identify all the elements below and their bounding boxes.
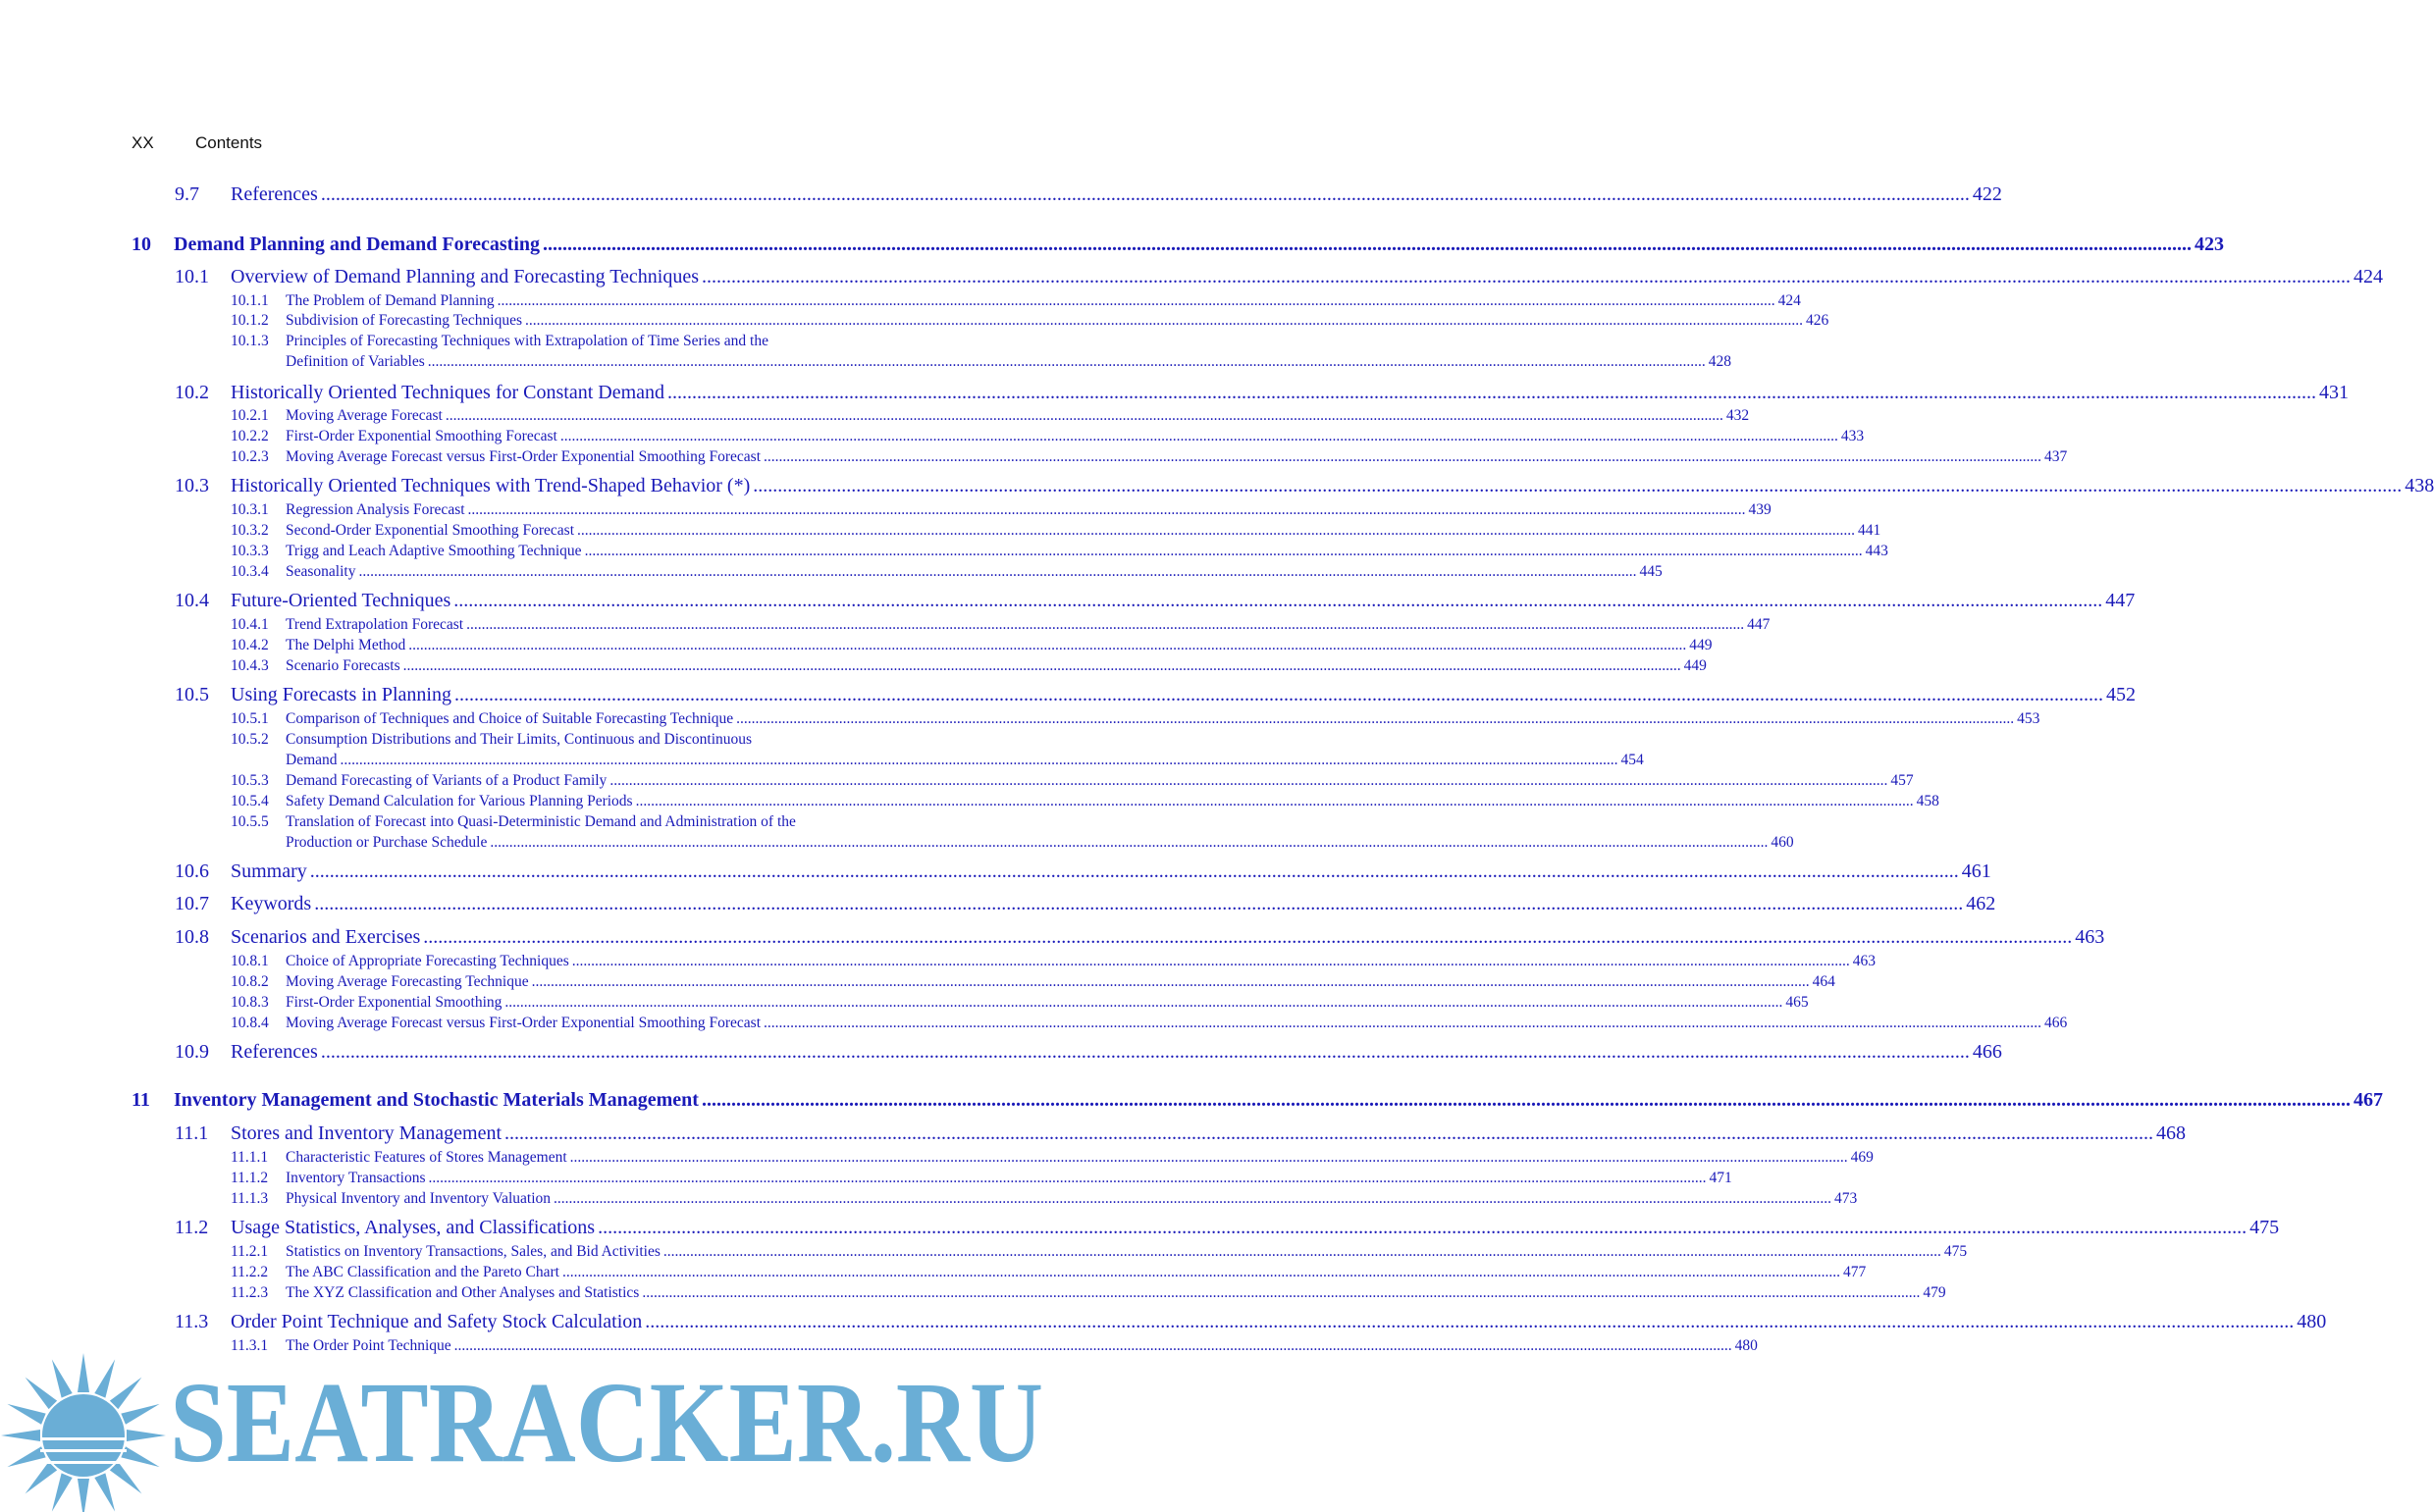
toc-subsection-entry[interactable]: 10.2.2 First-Order Exponential Smoothing Forecast ..... 433 bbox=[231, 428, 926, 445]
toc-section-entry[interactable]: 11.1 Stores and Inventory Management ..... 468 bbox=[175, 1122, 926, 1145]
toc-subsection-entry[interactable]: 10.1.1 The Problem of Demand Planning ..... 424 bbox=[231, 292, 926, 310]
toc-subsection-entry[interactable]: 10.2.1 Moving Average Forecast ..... 432 bbox=[231, 407, 926, 425]
toc-section-entry[interactable]: 10.8 Scenarios and Exercises ..... 463 bbox=[175, 926, 926, 949]
page-number: XX bbox=[132, 133, 154, 152]
toc-section-entry[interactable]: 10.9 References ..... 466 bbox=[175, 1041, 926, 1064]
toc-subsection-entry[interactable]: 10.8.4 Moving Average Forecast versus First-Order Exponential Smoothing Forecast ..... 466 bbox=[231, 1015, 926, 1032]
toc-section-entry[interactable]: 10.2 Historically Oriented Techniques for Constant Demand ..... 431 bbox=[175, 382, 926, 404]
toc-subsection-entry[interactable]: 10.5.3 Demand Forecasting of Variants of a Product Family ..... 457 bbox=[231, 772, 926, 790]
toc-subsection-entry[interactable]: 10.1.3 Principles of Forecasting Techniques with Extrapolation of Time Series and the bbox=[231, 333, 768, 349]
toc-section-entry[interactable]: 9.7 References ..... 422 bbox=[175, 183, 926, 206]
toc-subsection-entry[interactable]: 10.8.3 First-Order Exponential Smoothing ..... 465 bbox=[231, 994, 926, 1012]
toc-section-entry[interactable]: 11.3 Order Point Technique and Safety Stock Calculation ..... 480 bbox=[175, 1311, 926, 1333]
toc-subsection-entry[interactable]: 10.4.3 Scenario Forecasts ..... 449 bbox=[231, 657, 926, 675]
toc-subsection-entry[interactable]: 11.3.1 The Order Point Technique ..... 480 bbox=[231, 1337, 926, 1355]
toc-subsection-entry[interactable]: 11.1.1 Characteristic Features of Stores Management ..... 469 bbox=[231, 1149, 926, 1167]
toc-section-entry[interactable]: 10.3 Historically Oriented Techniques with Trend-Shaped Behavior (*) ..... 438 bbox=[175, 475, 926, 497]
toc-chapter-entry[interactable]: 10 Demand Planning and Demand Forecasting ..... 423 bbox=[132, 234, 926, 256]
toc-subsection-entry[interactable]: 10.1.2 Subdivision of Forecasting Techniques ..... 426 bbox=[231, 312, 926, 330]
toc-subsection-entry[interactable]: 11.2.3 The XYZ Classification and Other Analyses and Statistics ..... 479 bbox=[231, 1284, 926, 1302]
toc-chapter-entry[interactable]: 11 Inventory Management and Stochastic Materials Management ..... 467 bbox=[132, 1089, 926, 1112]
toc-subsection-entry[interactable]: 10.3.2 Second-Order Exponential Smoothing Forecast ..... 441 bbox=[231, 522, 926, 540]
toc-subsection-entry[interactable]: 10.5.1 Comparison of Techniques and Choice of Suitable Forecasting Technique ..... 453 bbox=[231, 710, 926, 728]
toc-subsection-entry[interactable]: 10.8.2 Moving Average Forecasting Technique ..... 464 bbox=[231, 973, 926, 991]
toc-subsection-entry[interactable]: 10.2.3 Moving Average Forecast versus First-Order Exponential Smoothing Forecast ..... 437 bbox=[231, 448, 926, 466]
toc-subsection-entry[interactable]: 10.4.2 The Delphi Method ..... 449 bbox=[231, 637, 926, 654]
running-title: Contents bbox=[195, 133, 263, 152]
toc-subsection-entry[interactable]: 10.3.1 Regression Analysis Forecast ..... 439 bbox=[231, 501, 926, 519]
toc-subsection-entry[interactable]: 11.1.2 Inventory Transactions ..... 471 bbox=[231, 1170, 926, 1187]
toc-subsection-entry[interactable]: 11.1.3 Physical Inventory and Inventory Valuation ..... 473 bbox=[231, 1190, 926, 1208]
toc-subsection-entry[interactable]: 10.5.5 Translation of Forecast into Quasi-Deterministic Demand and Administration of the bbox=[231, 813, 796, 830]
toc-subsection-continuation[interactable]: Demand ..... 454 bbox=[286, 752, 926, 769]
sun-logo-icon bbox=[1, 1353, 166, 1512]
sun-disc bbox=[42, 1394, 125, 1477]
toc-subsection-entry[interactable]: 10.5.2 Consumption Distributions and Their Limits, Continuous and Discontinuous bbox=[231, 731, 753, 748]
toc-section-entry[interactable]: 10.7 Keywords ..... 462 bbox=[175, 893, 926, 915]
toc-subsection-entry[interactable]: 11.2.2 The ABC Classification and the Pareto Chart ..... 477 bbox=[231, 1264, 926, 1281]
toc-subsection-continuation[interactable]: Production or Purchase Schedule ..... 460 bbox=[286, 834, 926, 852]
toc-section-entry[interactable]: 10.1 Overview of Demand Planning and Forecasting Techniques ..... 424 bbox=[175, 266, 926, 288]
toc-subsection-entry[interactable]: 10.4.1 Trend Extrapolation Forecast ..... 447 bbox=[231, 616, 926, 634]
toc-section-entry[interactable]: 10.4 Future-Oriented Techniques ..... 447 bbox=[175, 590, 926, 612]
toc-section-entry[interactable]: 11.2 Usage Statistics, Analyses, and Classifications ..... 475 bbox=[175, 1217, 926, 1239]
toc-section-entry[interactable]: 10.6 Summary ..... 461 bbox=[175, 860, 926, 883]
watermark bbox=[0, 1359, 1060, 1512]
toc-subsection-entry[interactable]: 10.8.1 Choice of Appropriate Forecasting Techniques ..... 463 bbox=[231, 953, 926, 970]
toc-subsection-entry[interactable]: 11.2.1 Statistics on Inventory Transactions, Sales, and Bid Activities ..... 475 bbox=[231, 1243, 926, 1261]
toc-subsection-entry[interactable]: 10.5.4 Safety Demand Calculation for Various Planning Periods ..... 458 bbox=[231, 793, 926, 810]
toc-subsection-continuation[interactable]: Definition of Variables ..... 428 bbox=[286, 353, 926, 371]
watermark-text: SEATRACKER.RU bbox=[170, 1358, 1043, 1486]
toc-subsection-entry[interactable]: 10.3.4 Seasonality ..... 445 bbox=[231, 563, 926, 581]
toc-subsection-entry[interactable]: 10.3.3 Trigg and Leach Adaptive Smoothing Technique ..... 443 bbox=[231, 543, 926, 560]
toc-section-entry[interactable]: 10.5 Using Forecasts in Planning ..... 452 bbox=[175, 684, 926, 706]
